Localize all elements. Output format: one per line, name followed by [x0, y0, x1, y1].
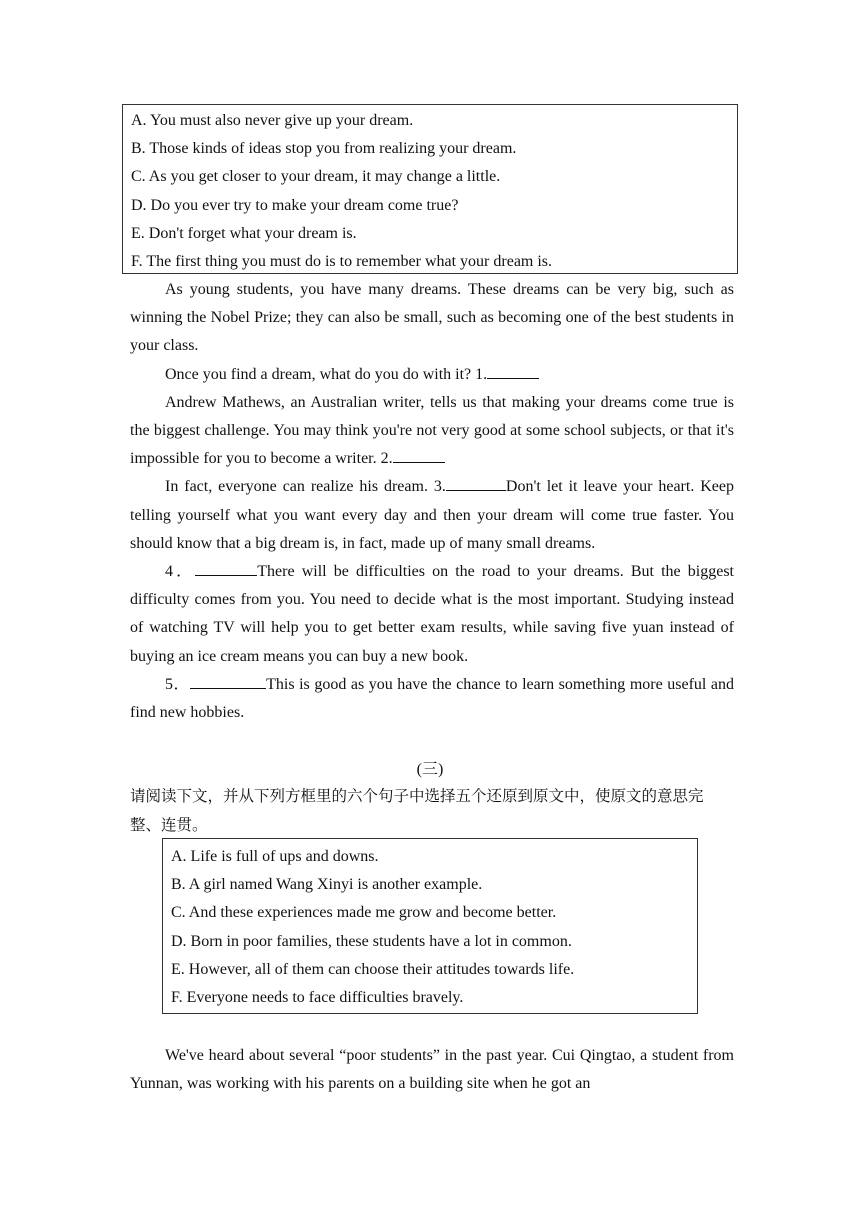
paragraph-1: We've heard about several “poor students” in the past year. Cui Qingtao, a student from Yunnan, was working with his parents on a building site when he got an — [130, 1047, 734, 1093]
paragraph-3-text: Andrew Mathews, an Australian writer, tells us that making your dreams come true is the biggest challenge. You may think you're not very good at some school subjects, or that it's impossible for you to become a writer. 2. — [130, 393, 734, 468]
option-d: D. Born in poor families, these students have a lot in common. — [171, 932, 572, 950]
paragraph-5-number: 4． — [165, 563, 196, 581]
paragraph-2-text: Once you find a dream, what do you do with it? 1. — [165, 365, 488, 383]
answer-blank-4[interactable] — [195, 558, 257, 576]
options-box-2 — [162, 838, 698, 1014]
option-a: A. You must also never give up your dream. — [131, 112, 414, 129]
paragraph-4-text-a: In fact, everyone can realize his dream. 3. — [165, 478, 446, 496]
option-f: F. Everyone needs to face difficulties bravely. — [171, 989, 464, 1007]
section-instruction: 请阅读下文，并从下列方框里的六个句子中选择五个还原到原文中，使原文的意思完整、连贯。 — [130, 787, 704, 834]
answer-blank-3[interactable] — [446, 473, 506, 491]
paragraph-2 — [130, 361, 734, 389]
option-e: E. However, all of them can choose their attitudes towards life. — [171, 960, 575, 978]
option-d: D. Do you ever try to make your dream come true? — [131, 196, 459, 214]
passage-1 — [130, 276, 734, 727]
option-c: C. And these experiences made me grow and become better. — [171, 904, 557, 922]
option-f: F. The first thing you must do is to remember what your dream is. — [131, 253, 553, 271]
paragraph-6 — [130, 671, 734, 727]
paragraph-3 — [130, 389, 734, 474]
passage-2 — [130, 1042, 734, 1098]
paragraph-5 — [130, 558, 734, 671]
paragraph-5-text: There will be difficulties on the road to your dreams. But the biggest difficulty comes from you. You need to decide what is the most important. Studying instead of watching TV will help you to get better exam results, while saving five yuan instead of buying an ice cream means you can buy a new book. — [130, 563, 734, 665]
answer-blank-2[interactable] — [393, 445, 445, 463]
section-title: (三) — [416, 761, 444, 778]
option-a: A. Life is full of ups and downs. — [171, 848, 379, 865]
option-b: B. A girl named Wang Xinyi is another example. — [171, 876, 483, 894]
option-b: B. Those kinds of ideas stop you from realizing your dream. — [131, 140, 517, 158]
paragraph-1: As young students, you have many dreams. These dreams can be very big, such as winning the Nobel Prize; they can also be small, such as becoming one of the best students in your class. — [130, 281, 734, 355]
paragraph-6-number: 5． — [165, 675, 191, 693]
answer-blank-5[interactable] — [190, 671, 266, 689]
paragraph-4 — [130, 473, 734, 558]
option-c: C. As you get closer to your dream, it may change a little. — [131, 168, 501, 186]
answer-blank-1[interactable] — [487, 361, 539, 379]
options-box-1 — [122, 104, 738, 274]
option-e: E. Don't forget what your dream is. — [131, 224, 357, 242]
paragraph-6-text: This is good as you have the chance to learn something more useful and find new hobbies. — [130, 675, 734, 722]
paragraph-4-text-b: Don't let it leave your heart. Keep telling yourself what you want every day and then your dream will come true faster. You should know that a big dream is, in fact, made up of many small dreams. — [130, 478, 735, 552]
